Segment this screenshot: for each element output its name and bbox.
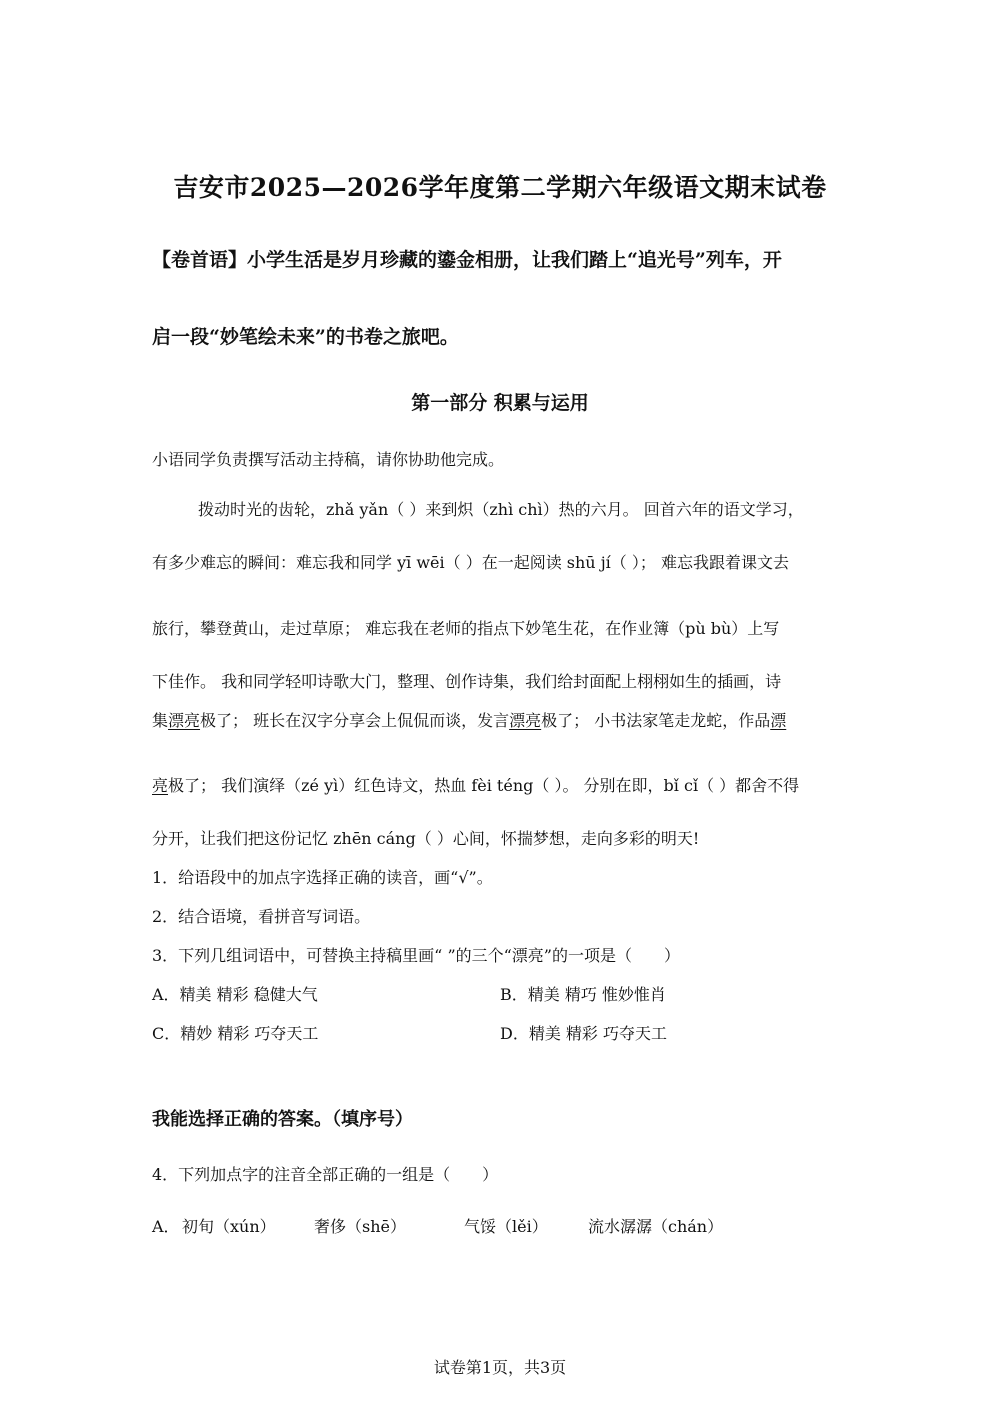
page-footer: 试卷第1页，共3页 bbox=[433, 1358, 567, 1377]
q3-option-c: C．精妙 精彩 巧夺天工 bbox=[152, 1024, 319, 1043]
passage-line-4: 下佳作。 我和同学轻叩诗歌大门，整理、创作诗集，我们给封面配上栩栩如生的插画，诗 bbox=[152, 672, 782, 691]
part1-title: 第一部分 积累与运用 bbox=[411, 392, 589, 414]
q4-option-a-word-3: 气馁（lěi） bbox=[464, 1217, 548, 1236]
passage-text: 极了； 班长在汉字分享会上侃侃而谈，发言 bbox=[200, 711, 510, 730]
passage-text: 极了； 我们演绎（zé yì）红色诗文，热血 fèi téng（ ）。 分别在即，bǐ cǐ（ ）都舍不得 bbox=[168, 776, 800, 795]
exam-title: 吉安市2025—2026学年度第二学期六年级语文期末试卷 bbox=[173, 173, 827, 202]
section-2-heading: 我能选择正确的答案。（填序号） bbox=[152, 1109, 413, 1130]
passage-text: 极了； 小书法家笔走龙蛇，作品 bbox=[541, 711, 771, 730]
intro-line-1: 【卷首语】小学生活是岁月珍藏的鎏金相册，让我们踏上“追光号”列车，开 bbox=[152, 249, 782, 271]
question-1: 1．给语段中的加点字选择正确的读音，画“√”。 bbox=[152, 868, 493, 887]
q3-option-b: B．精美 精巧 惟妙惟肖 bbox=[500, 985, 666, 1004]
passage-line-6 bbox=[152, 773, 852, 796]
intro-line-2: 启一段“妙笔绘未来”的书卷之旅吧。 bbox=[152, 326, 459, 348]
q4-option-a-label: A． bbox=[152, 1217, 180, 1236]
question-4: 4．下列加点字的注音全部正确的一组是（ ） bbox=[152, 1165, 499, 1184]
instruction-text: 小语同学负责撰写活动主持稿，请你协助他完成。 bbox=[152, 450, 505, 469]
q4-option-a-word-1: 初旬（xún） bbox=[182, 1217, 276, 1236]
q3-option-a: A．精美 精彩 稳健大气 bbox=[152, 985, 318, 1004]
question-3: 3．下列几组词语中，可替换主持稿里画“ ”的三个“漂亮”的一项是（ ） bbox=[152, 946, 680, 965]
underlined-word: 漂亮 bbox=[168, 711, 201, 730]
underlined-word: 漂亮 bbox=[509, 711, 542, 730]
passage-line-1: 拨动时光的齿轮，zhǎ yǎn（ ）来到炽（zhì chì）热的六月。 回首六年的语文学习， bbox=[198, 500, 804, 519]
underlined-word: 漂 bbox=[770, 711, 787, 730]
passage-line-5 bbox=[152, 708, 852, 731]
q4-option-a-word-4: 流水潺潺（chán） bbox=[588, 1217, 724, 1236]
passage-line-3: 旅行，攀登黄山，走过草原； 难忘我在老师的指点下妙笔生花，在作业簿（pù bù）上写 bbox=[152, 619, 780, 638]
passage-line-7: 分开，让我们把这份记忆 zhēn cáng（ ）心间，怀揣梦想，走向多彩的明天! bbox=[152, 829, 700, 848]
underlined-word: 亮 bbox=[152, 776, 169, 795]
passage-text: 集 bbox=[152, 711, 169, 730]
passage-line-2: 有多少难忘的瞬间：难忘我和同学 yī wēi（ ）在一起阅读 shū jí（ ）； 难忘我跟着课文去 bbox=[152, 553, 789, 572]
q4-option-a-word-2: 奢侈（shē） bbox=[314, 1217, 406, 1236]
question-2: 2．结合语境，看拼音写词语。 bbox=[152, 907, 371, 926]
q3-option-d: D．精美 精彩 巧夺天工 bbox=[500, 1024, 668, 1043]
